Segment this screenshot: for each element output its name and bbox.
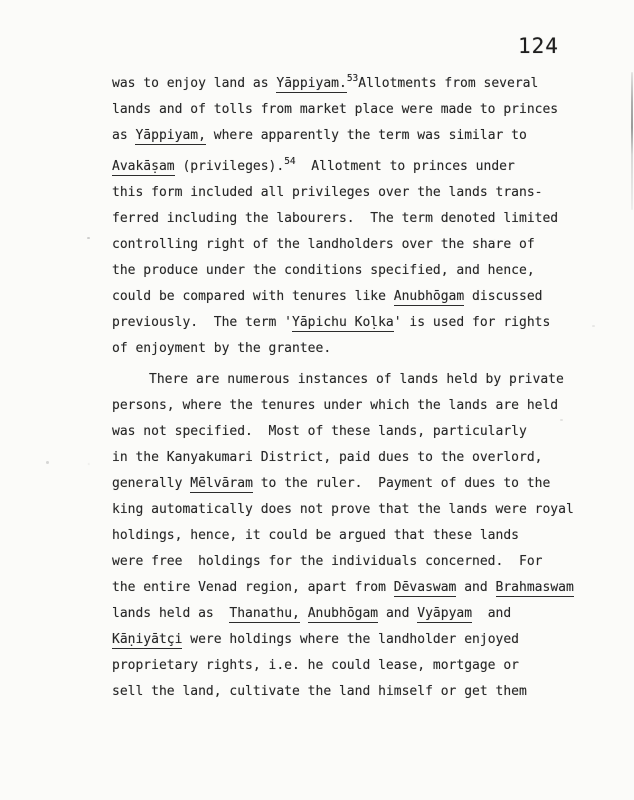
text-line [112,149,598,180]
text-run: ferred including the labourers. The term denoted limited [112,211,559,226]
scan-speck [592,325,595,327]
text-line [112,393,598,419]
text-run: controlling right of the landholders over the share of [112,237,535,252]
text-line [112,471,598,497]
text-run: were holdings where the landholder enjoyed [182,632,519,647]
text-run [300,606,308,621]
text-run: this form included all privileges over the lands trans- [112,185,543,200]
text-line [112,497,598,523]
underlined-term: Dēvaswam [393,580,457,595]
text-run: were free holdings for the individuals concerned. For [112,554,543,569]
text-run: could be compared with tenures like [112,289,394,304]
text-line [112,445,598,471]
paragraph-tenure-terms [112,66,598,362]
paragraph-private-lands [112,367,598,705]
text-line [112,523,598,549]
text-run: proprietary rights, i.e. he could lease, mortgage or [112,658,519,673]
text-line [112,679,598,705]
page-number: 124 [518,34,559,58]
text-run: ' is used for rights [393,315,551,330]
text-run: the entire Venad region, apart from [112,580,394,595]
text-run: where apparently the term was similar to [205,128,527,143]
text-run: (privileges). [174,159,285,174]
text-line [112,653,598,679]
text-run: the produce under the conditions specified, and hence, [112,263,535,278]
underlined-term: Mēlvāram [190,476,253,491]
scan-artifact-right-edge [631,72,633,210]
text-line [112,66,598,97]
underlined-term: Thanathu, [229,606,300,621]
text-line [112,627,598,653]
text-run: in the Kanyakumari District, paid dues to the overlord, [112,450,543,465]
text-run: was not specified. Most of these lands, particularly [112,424,527,439]
text-run: lands held as [112,606,230,621]
text-line [112,575,598,601]
text-line [112,284,598,310]
text-run: king automatically does not prove that the lands were royal [112,502,574,517]
text-run: of enjoyment by the grantee. [112,341,332,356]
text-line [112,419,598,445]
text-line [112,336,598,362]
text-line [112,97,598,123]
text-run: Allotments from several [358,76,539,91]
text-run: sell the land, cultivate the land himself or get them [112,684,527,699]
text-line [112,601,598,627]
underlined-term: Yāppiyam, [135,128,206,143]
text-line [112,367,598,393]
underlined-term: Anubhōgam [307,606,379,621]
text-line [112,180,598,206]
text-run: persons, where the tenures under which the lands are held [112,398,559,413]
text-run: There are numerous instances of lands held by private [149,372,564,387]
scan-speck [87,237,90,239]
scan-speck [46,461,49,464]
text-run: to the ruler. Payment of dues to the [252,476,551,491]
text-line [112,123,598,149]
underlined-term: Kāṇiyātçi [112,632,183,647]
footnote-ref: 53 [346,73,359,84]
text-run: discussed [464,289,543,304]
text-run: generally [112,476,191,491]
text-run: holdings, hence, it could be argued that these lands [112,528,519,543]
underlined-term: Vyāpyam [417,606,473,621]
scan-speck [560,419,563,421]
text-run: and [378,606,418,621]
text-line [112,232,598,258]
text-run: lands and of tolls from market place were made to princes [112,102,559,117]
text-line [112,206,598,232]
scan-speck [150,587,154,589]
underlined-term: Brahmaswam [495,580,574,595]
underlined-term: Anubhōgam [393,289,465,304]
text-run: previously. The term ' [112,315,293,330]
underlined-term: Avakāṣam [112,159,175,174]
underlined-term: Yāppiyam. [276,76,347,91]
page-body [112,66,598,705]
text-run: as [112,128,136,143]
text-run: Allotment to princes under [295,159,515,174]
underlined-term: Yāpichu Koḷka [292,315,394,330]
text-run: and [456,580,496,595]
text-run: was to enjoy land as [112,76,277,91]
text-run: and [472,606,512,621]
footnote-ref: 54 [284,156,296,167]
text-line [112,310,598,336]
text-line [112,549,598,575]
text-line [112,258,598,284]
